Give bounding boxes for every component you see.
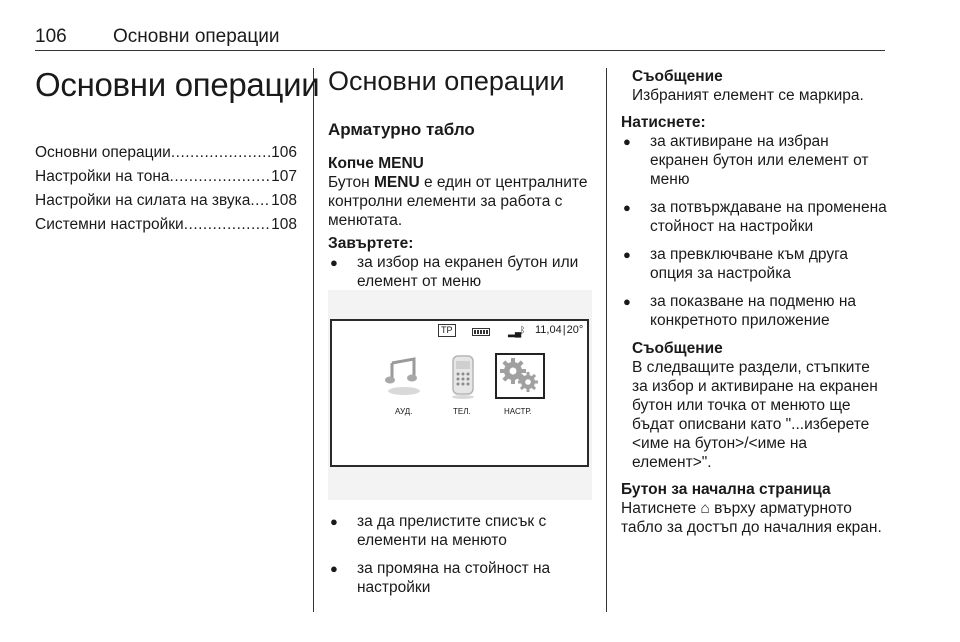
toc-item[interactable] — [35, 213, 297, 237]
menu-knob-block — [328, 154, 598, 300]
knob-bullets-continued — [328, 512, 598, 606]
signal-icon: ▂▄ — [508, 327, 522, 337]
toc-item[interactable] — [35, 165, 297, 189]
toc-item[interactable] — [35, 141, 297, 165]
message-note-1 — [621, 67, 887, 105]
display-screenshot — [328, 290, 592, 500]
toc-item[interactable] — [35, 189, 297, 213]
list-item: ● за показване на подменю на конкретното приложение — [621, 292, 887, 330]
press-bullets — [621, 132, 887, 330]
menu-knob-heading: Копче MENU — [328, 155, 424, 172]
app-label-audio: АУД. — [395, 407, 413, 416]
message-note-2 — [621, 339, 887, 472]
section-title: Основни операции — [328, 66, 565, 96]
subsection-title: Арматурно табло — [328, 120, 475, 139]
note-title: Съобщение — [632, 68, 723, 85]
home-button-text: Натиснете ⌂ върху арматурното табло за достъп до началния екран. — [621, 500, 882, 536]
chapter-title: Основни операции — [35, 66, 320, 103]
toc-item-title: Основни операции — [35, 144, 171, 161]
column-divider-2 — [606, 68, 607, 612]
toc-item-title: Настройки на тона — [35, 168, 170, 185]
list-item: ● за потвърждаване на променена стойност на настройки — [621, 198, 887, 236]
toc-item-page: 108 — [271, 216, 297, 233]
header-rule — [35, 50, 885, 51]
note-text: Избраният елемент се маркира. — [632, 87, 864, 104]
running-header-title: Основни операции — [113, 26, 280, 47]
turn-heading: Завъртете: — [328, 235, 414, 252]
note-title: Съобщение — [632, 340, 723, 357]
right-column — [621, 67, 887, 537]
music-note-icon[interactable] — [384, 357, 424, 397]
toc-item-page: 106 — [271, 144, 297, 161]
app-label-settings: НАСТР. — [504, 407, 532, 416]
home-button-heading: Бутон за начална страница — [621, 481, 831, 498]
clock-temperature: 11,04|20° — [535, 324, 584, 336]
bluetooth-icon: ᛒ — [520, 325, 526, 335]
list-item: ● за избор на екранен бутон или елемент от меню — [328, 253, 598, 291]
display-screen — [330, 319, 589, 467]
phone-icon[interactable] — [450, 355, 476, 399]
after-bullets — [328, 512, 598, 597]
tp-indicator: TP — [438, 324, 456, 337]
turn-bullets — [328, 253, 598, 291]
home-icon: ⌂ — [700, 500, 710, 517]
app-label-phone: ТЕЛ. — [453, 407, 471, 416]
menu-knob-text: Бутон MENU е един от централните контролни елементи за работа с менютата. — [328, 174, 588, 229]
list-item: ● за превключване към друга опция за настройка — [621, 245, 887, 283]
table-of-contents — [35, 141, 297, 237]
column-divider-1 — [313, 68, 314, 612]
list-item: ● за да прелистите списък с елементи на менюто — [328, 512, 598, 550]
list-item: ● за активиране на избран екранен бутон или елемент от меню — [621, 132, 887, 189]
toc-item-title: Системни настройки — [35, 216, 184, 233]
page-number: 106 — [35, 26, 67, 47]
press-heading: Натиснете: — [621, 114, 706, 131]
toc-item-page: 108 — [271, 192, 297, 209]
gears-icon[interactable] — [495, 353, 545, 399]
list-item: ● за промяна на стойност на настройки — [328, 559, 598, 597]
toc-item-page: 107 — [271, 168, 297, 185]
note-text: В следващите раздели, стъпките за избор и активиране на екранен бутон или точка от менюто ще бъдат описвани като "...изберете <име на бутон>/<име на елемент>". — [632, 359, 878, 471]
battery-icon — [472, 328, 490, 336]
toc-item-title: Настройки на силата на звука — [35, 192, 251, 209]
